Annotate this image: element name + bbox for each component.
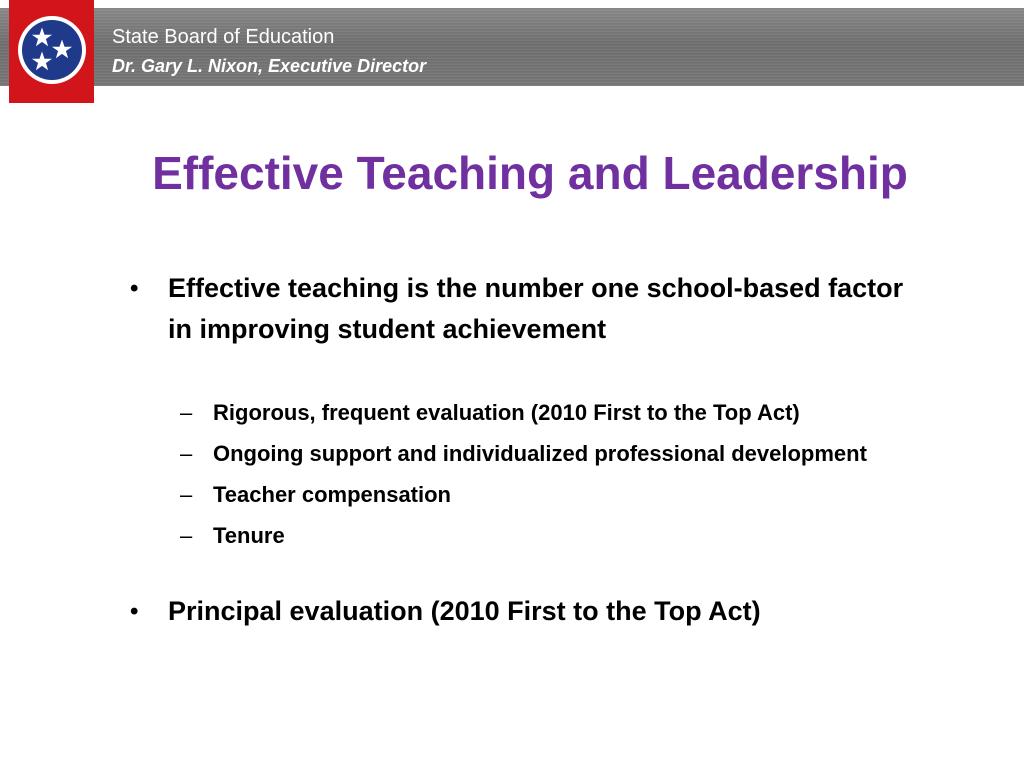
sub-bullet-text: Teacher compensation bbox=[213, 482, 451, 507]
dash-marker: – bbox=[180, 482, 193, 507]
sub-bullet-item bbox=[180, 437, 910, 471]
slide-content bbox=[130, 268, 910, 632]
tennessee-flag-logo bbox=[9, 0, 94, 103]
dash-marker: – bbox=[180, 523, 193, 548]
sub-bullet-item bbox=[180, 519, 910, 553]
dash-marker: – bbox=[180, 441, 193, 466]
bullet-item bbox=[130, 591, 910, 632]
slide-title: Effective Teaching and Leadership bbox=[152, 147, 908, 199]
sub-bullet-text: Rigorous, frequent evaluation (2010 First to the Top Act) bbox=[213, 400, 800, 425]
sub-bullet-item bbox=[180, 478, 910, 512]
header-bar bbox=[0, 8, 1024, 86]
sub-bullet-list bbox=[180, 396, 910, 553]
executive-director-subtitle: Dr. Gary L. Nixon, Executive Director bbox=[112, 56, 427, 76]
dash-marker: – bbox=[180, 400, 193, 425]
bullet-item bbox=[130, 268, 910, 350]
bullet-text: Effective teaching is the number one school-based factor in improving student achievement bbox=[168, 273, 904, 344]
sub-bullet-item bbox=[180, 396, 910, 430]
sub-bullet-text: Ongoing support and individualized professional development bbox=[213, 441, 867, 466]
bullet-marker: • bbox=[130, 598, 139, 625]
sub-bullet-text: Tenure bbox=[213, 523, 285, 548]
tennessee-tri-star-flag-icon bbox=[16, 14, 88, 86]
bullet-text: Principal evaluation (2010 First to the Top Act) bbox=[168, 596, 761, 626]
bullet-marker: • bbox=[130, 275, 139, 302]
organization-name: State Board of Education bbox=[112, 26, 335, 48]
